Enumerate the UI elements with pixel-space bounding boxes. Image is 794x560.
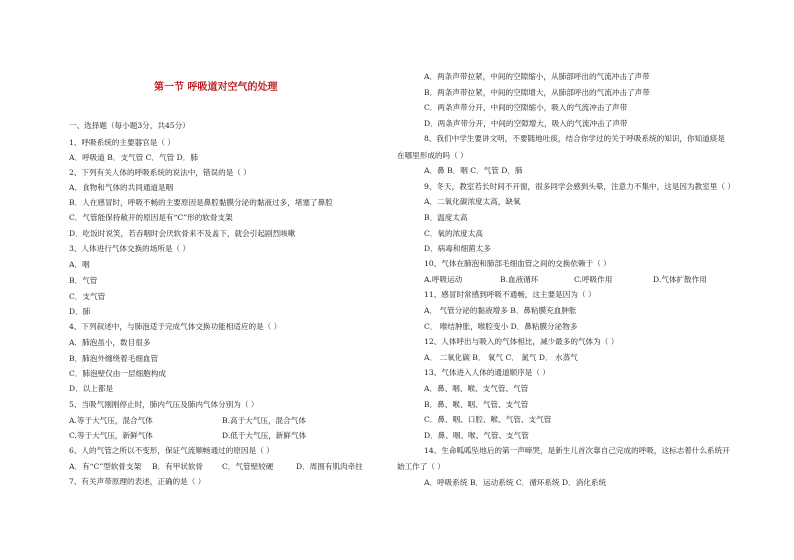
text-line: 在哪里形成的吗（ ） [397, 151, 468, 160]
text-line: A．二氧化碳浓度太高，缺氧 [424, 197, 521, 206]
text-line: B．肺泡外缠绕着毛细血管 [69, 354, 159, 363]
text-line: 7、有关声带原理的表述，正确的是（ ） [69, 477, 206, 486]
text-line: B．温度太高 [424, 213, 468, 222]
text-line: C．气管能保持敞开的原因是有“C”形的软骨支架 [69, 213, 233, 222]
text-line: D．吃饭时说笑，若吞咽时会厌软骨来不及盖下，就会引起剧烈咳嗽 [69, 229, 296, 238]
page-title: 第一节 呼吸道对空气的处理 [154, 82, 278, 93]
text-line: 10、气体在肺泡和肺部毛细血管之间的交换依赖于（ ） [424, 259, 611, 268]
text-line: A．呼吸道 B．支气管 C．气管 D．肺 [69, 153, 198, 162]
text-line: 4、下列叙述中，与肺泡适于完成气体交换功能相适应的是（ ） [69, 322, 282, 331]
option-q5-b: B.高于大气压，混合气体 [222, 416, 306, 425]
text-line: 9、冬天，教室若长时间不开窗，很多同学会感到头晕，注意力不集中，这是因为教室里（ ） [424, 182, 735, 191]
text-line: 8、我们中学生要讲文明，不要随地吐痰，结合你学过的关于呼吸系统的知识，你知道痰是 [424, 134, 725, 143]
text-line: 14、生命呱呱坠地后的第一声啼哭，是新生儿首次靠自己完成的呼吸，这标志着什么系统开 [424, 446, 730, 455]
text-line: 12、人体呼出与吸入的气体相比，减少最多的气体为（ ） [424, 337, 619, 346]
option-q5-d: D.低于大气压，新鲜气体 [222, 431, 307, 440]
option-q5-c: C.等于大气压，新鲜气体 [69, 431, 153, 440]
text-line: C． 喉结肿胀，喉腔变小 D．鼻粘膜分泌物多 [424, 322, 578, 331]
text-line: 2、下列有关人体的呼吸系统的说法中，错误的是（ ） [69, 168, 251, 177]
text-line: A．咽 [69, 260, 90, 269]
text-line: A．食物和气体的共同通道是咽 [69, 183, 174, 192]
text-line: 3、人体进行气体交换的场所是（ ） [69, 244, 191, 253]
text-line: B．人在感冒时，呼吸不畅的主要原因是鼻腔黏膜分泌的黏液过多，堵塞了鼻腔 [69, 198, 333, 207]
text-line: B．鼻、喉、咽、气管、支气管 [424, 400, 529, 409]
text-line: 始工作了（ ） [397, 462, 445, 471]
text-line: D．以上都是 [69, 384, 114, 393]
text-line: C．支气管 [69, 292, 106, 301]
option-q6-c: C．气管壁较硬 [222, 462, 274, 471]
text-line: 5、当吸气刚刚停止时，肺内气压及肺内气体分别为（ ） [69, 400, 259, 409]
option-q10-d: D.气体扩散作用 [653, 275, 707, 284]
text-line: 一、选择题（每小题3分，共45分） [69, 121, 190, 130]
text-line: 13、气体进入人体的通道顺序是（ ） [424, 368, 550, 377]
text-line: A．鼻 B．咽 C．气管 D．肺 [424, 166, 523, 175]
text-line: D．病毒和细菌太多 [424, 244, 491, 253]
text-line: C．氧的浓度太高 [424, 229, 483, 238]
text-line: C．肺泡壁仅由一层细胞构成 [69, 369, 166, 378]
text-line: A．两条声带拉紧，中间的空隙缩小，从肺部呼出的气流冲击了声带 [424, 72, 650, 81]
option-q6-a: A．有“C”型软骨支架 [69, 462, 142, 471]
option-q6-b: B．有甲状软骨 [152, 462, 204, 471]
text-line: B．气管 [69, 276, 98, 285]
text-line: C．两条声带分开，中间的空隙缩小，吸入的气流冲击了声带 [424, 103, 628, 112]
text-line: B．两条声带拉紧，中间的空隙增大，从肺部呼出的气流冲击了声带 [424, 88, 650, 97]
text-line: 6、人的气管之所以不变形，保证气流顺畅通过的原因是（ ） [69, 446, 274, 455]
option-q10-c: C.呼吸作用 [574, 275, 613, 284]
text-line: A． 二氧化碳 B． 氧气 C． 氮气 D． 水蒸气 [424, 353, 578, 362]
text-line: 11、感冒时常感到呼吸不通畅，这主要是因为（ ） [424, 290, 596, 299]
text-line: A．鼻、咽、喉、支气管、气管 [424, 384, 529, 393]
text-line: 1、呼吸系统的主要器官是（ ） [69, 138, 175, 147]
option-q6-d: D．周围有肌肉牵拄 [296, 462, 363, 471]
option-q5-a: A.等于大气压，混合气体 [69, 416, 153, 425]
option-q10-a: A.呼吸运动 [424, 275, 463, 284]
option-q10-b: B.血液循环 [500, 275, 539, 284]
text-line: A．肺泡虽小，数目很多 [69, 338, 151, 347]
text-line: C．鼻、咽、口腔、喉、气管、支气管 [424, 415, 552, 424]
text-line: D．肺 [69, 307, 91, 316]
text-line: D．两条声带分开，中间的空隙增大，吸入的气流冲击了声带 [424, 119, 628, 128]
text-line: D．鼻、咽、喉、气管、支气管 [424, 431, 529, 440]
text-line: A． 气管分泌的黏液增多 B．鼻粘膜充血肿胀 [424, 306, 577, 315]
text-line: A．呼吸系统 B．运动系统 C．循环系统 D．消化系统 [424, 478, 607, 487]
